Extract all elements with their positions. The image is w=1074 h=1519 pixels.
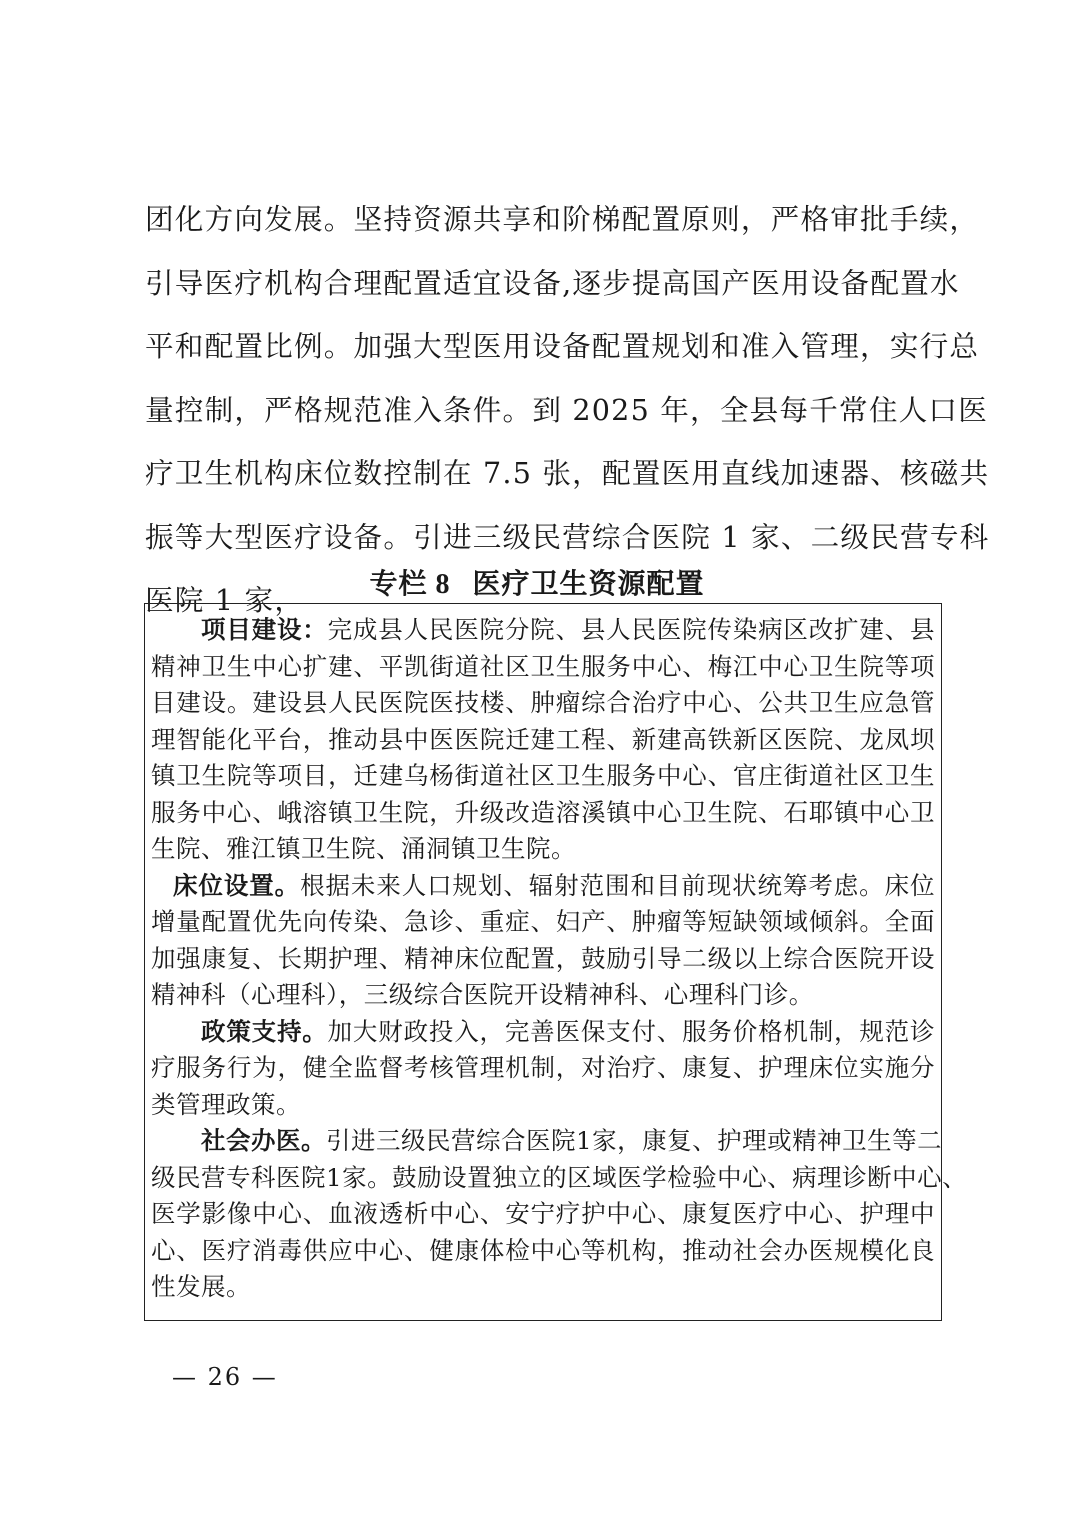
section-line: 疗服务行为，健全监督考核管理机制，对治疗、康复、护理床位实施分 bbox=[151, 1053, 935, 1082]
section-text: 完成县人民医院分院、县人民医院传染病区改扩建、县 bbox=[327, 615, 935, 644]
section-line bbox=[151, 1014, 935, 1051]
section-line: 医学影像中心、血液透析中心、安宁疗护中心、康复医疗中心、护理中 bbox=[151, 1199, 935, 1228]
section-line: 生院、雅江镇卫生院、涌洞镇卫生院。 bbox=[151, 834, 576, 863]
info-box bbox=[144, 603, 968, 1321]
section-heading: 社会办医。 bbox=[201, 1126, 326, 1155]
section-line bbox=[151, 612, 935, 649]
body-line: 疗卫生机构床位数控制在 7.5 张，配置医用直线加速器、核磁共 bbox=[145, 456, 990, 490]
section-line: 性发展。 bbox=[151, 1272, 251, 1301]
section-heading: 床位设置。 bbox=[173, 870, 301, 900]
box-title bbox=[0, 562, 1074, 602]
section-text: 根据未来人口规划、辐射范围和目前现状统筹考虑。床位 bbox=[300, 870, 936, 900]
section-line: 目建设。建设县人民医院医技楼、肿瘤综合治疗中心、公共卫生应急管 bbox=[151, 688, 935, 717]
section-text: 加大财政投入，完善医保支付、服务价格机制，规范诊 bbox=[327, 1016, 935, 1046]
section-text: 引进三级民营综合医院1家，康复、护理或精神卫生等二 bbox=[326, 1126, 943, 1155]
body-line: 医院 1 家， bbox=[145, 583, 305, 617]
section-line: 理智能化平台，推动县中医医院迁建工程、新建高铁新区医院、龙凤坝 bbox=[151, 724, 935, 754]
section-line: 级民营专科医院1家。鼓励设置独立的区域医学检验中心、病理诊断中心、 bbox=[151, 1162, 968, 1192]
section-line: 精神科（心理科），三级综合医院开设精神科、心理科门诊。 bbox=[151, 980, 814, 1009]
section-line: 镇卫生院等项目，迁建乌杨街道社区卫生服务中心、官庄街道社区卫生 bbox=[151, 761, 935, 790]
box-title-prefix: 专栏 8 bbox=[369, 569, 451, 600]
body-line: 平和配置比例。加强大型医用设备配置规划和准入管理，实行总 bbox=[145, 329, 980, 363]
section-line bbox=[151, 868, 935, 905]
section-line: 精神卫生中心扩建、平凯街道社区卫生服务中心、梅江中心卫生院等项 bbox=[151, 651, 935, 681]
section-line: 加强康复、长期护理、精神床位配置，鼓励引导二级以上综合医院开设 bbox=[151, 943, 935, 973]
body-line: 量控制，严格规范准入条件。到 2025 年，全县每千常住人口医 bbox=[145, 392, 988, 427]
info-box-content bbox=[151, 612, 968, 1306]
section-line: 增量配置优先向传染、急诊、重症、妇产、肿瘤等短缺领域倾斜。全面 bbox=[151, 907, 935, 936]
section-heading: 项目建设： bbox=[201, 615, 328, 644]
section-line bbox=[151, 1123, 943, 1160]
section-line: 心、医疗消毒供应中心、健康体检中心等机构，推动社会办医规模化良 bbox=[151, 1235, 935, 1265]
body-line: 引导医疗机构合理配置适宜设备,逐步提高国产医用设备配置水 bbox=[145, 265, 960, 300]
section-line: 服务中心、峨溶镇卫生院，升级改造溶溪镇中心卫生院、石耶镇中心卫 bbox=[151, 797, 935, 827]
body-line: 振等大型医疗设备。引进三级民营综合医院 1 家、二级民营专科 bbox=[145, 519, 990, 554]
page-number: — 26 — bbox=[172, 1363, 278, 1391]
body-line: 团化方向发展。坚持资源共享和阶梯配置原则，严格审批手续， bbox=[145, 202, 980, 236]
section-heading: 政策支持。 bbox=[201, 1016, 328, 1046]
section-line: 类管理政策。 bbox=[151, 1089, 301, 1119]
box-title-text: 医疗卫生资源配置 bbox=[472, 567, 705, 600]
